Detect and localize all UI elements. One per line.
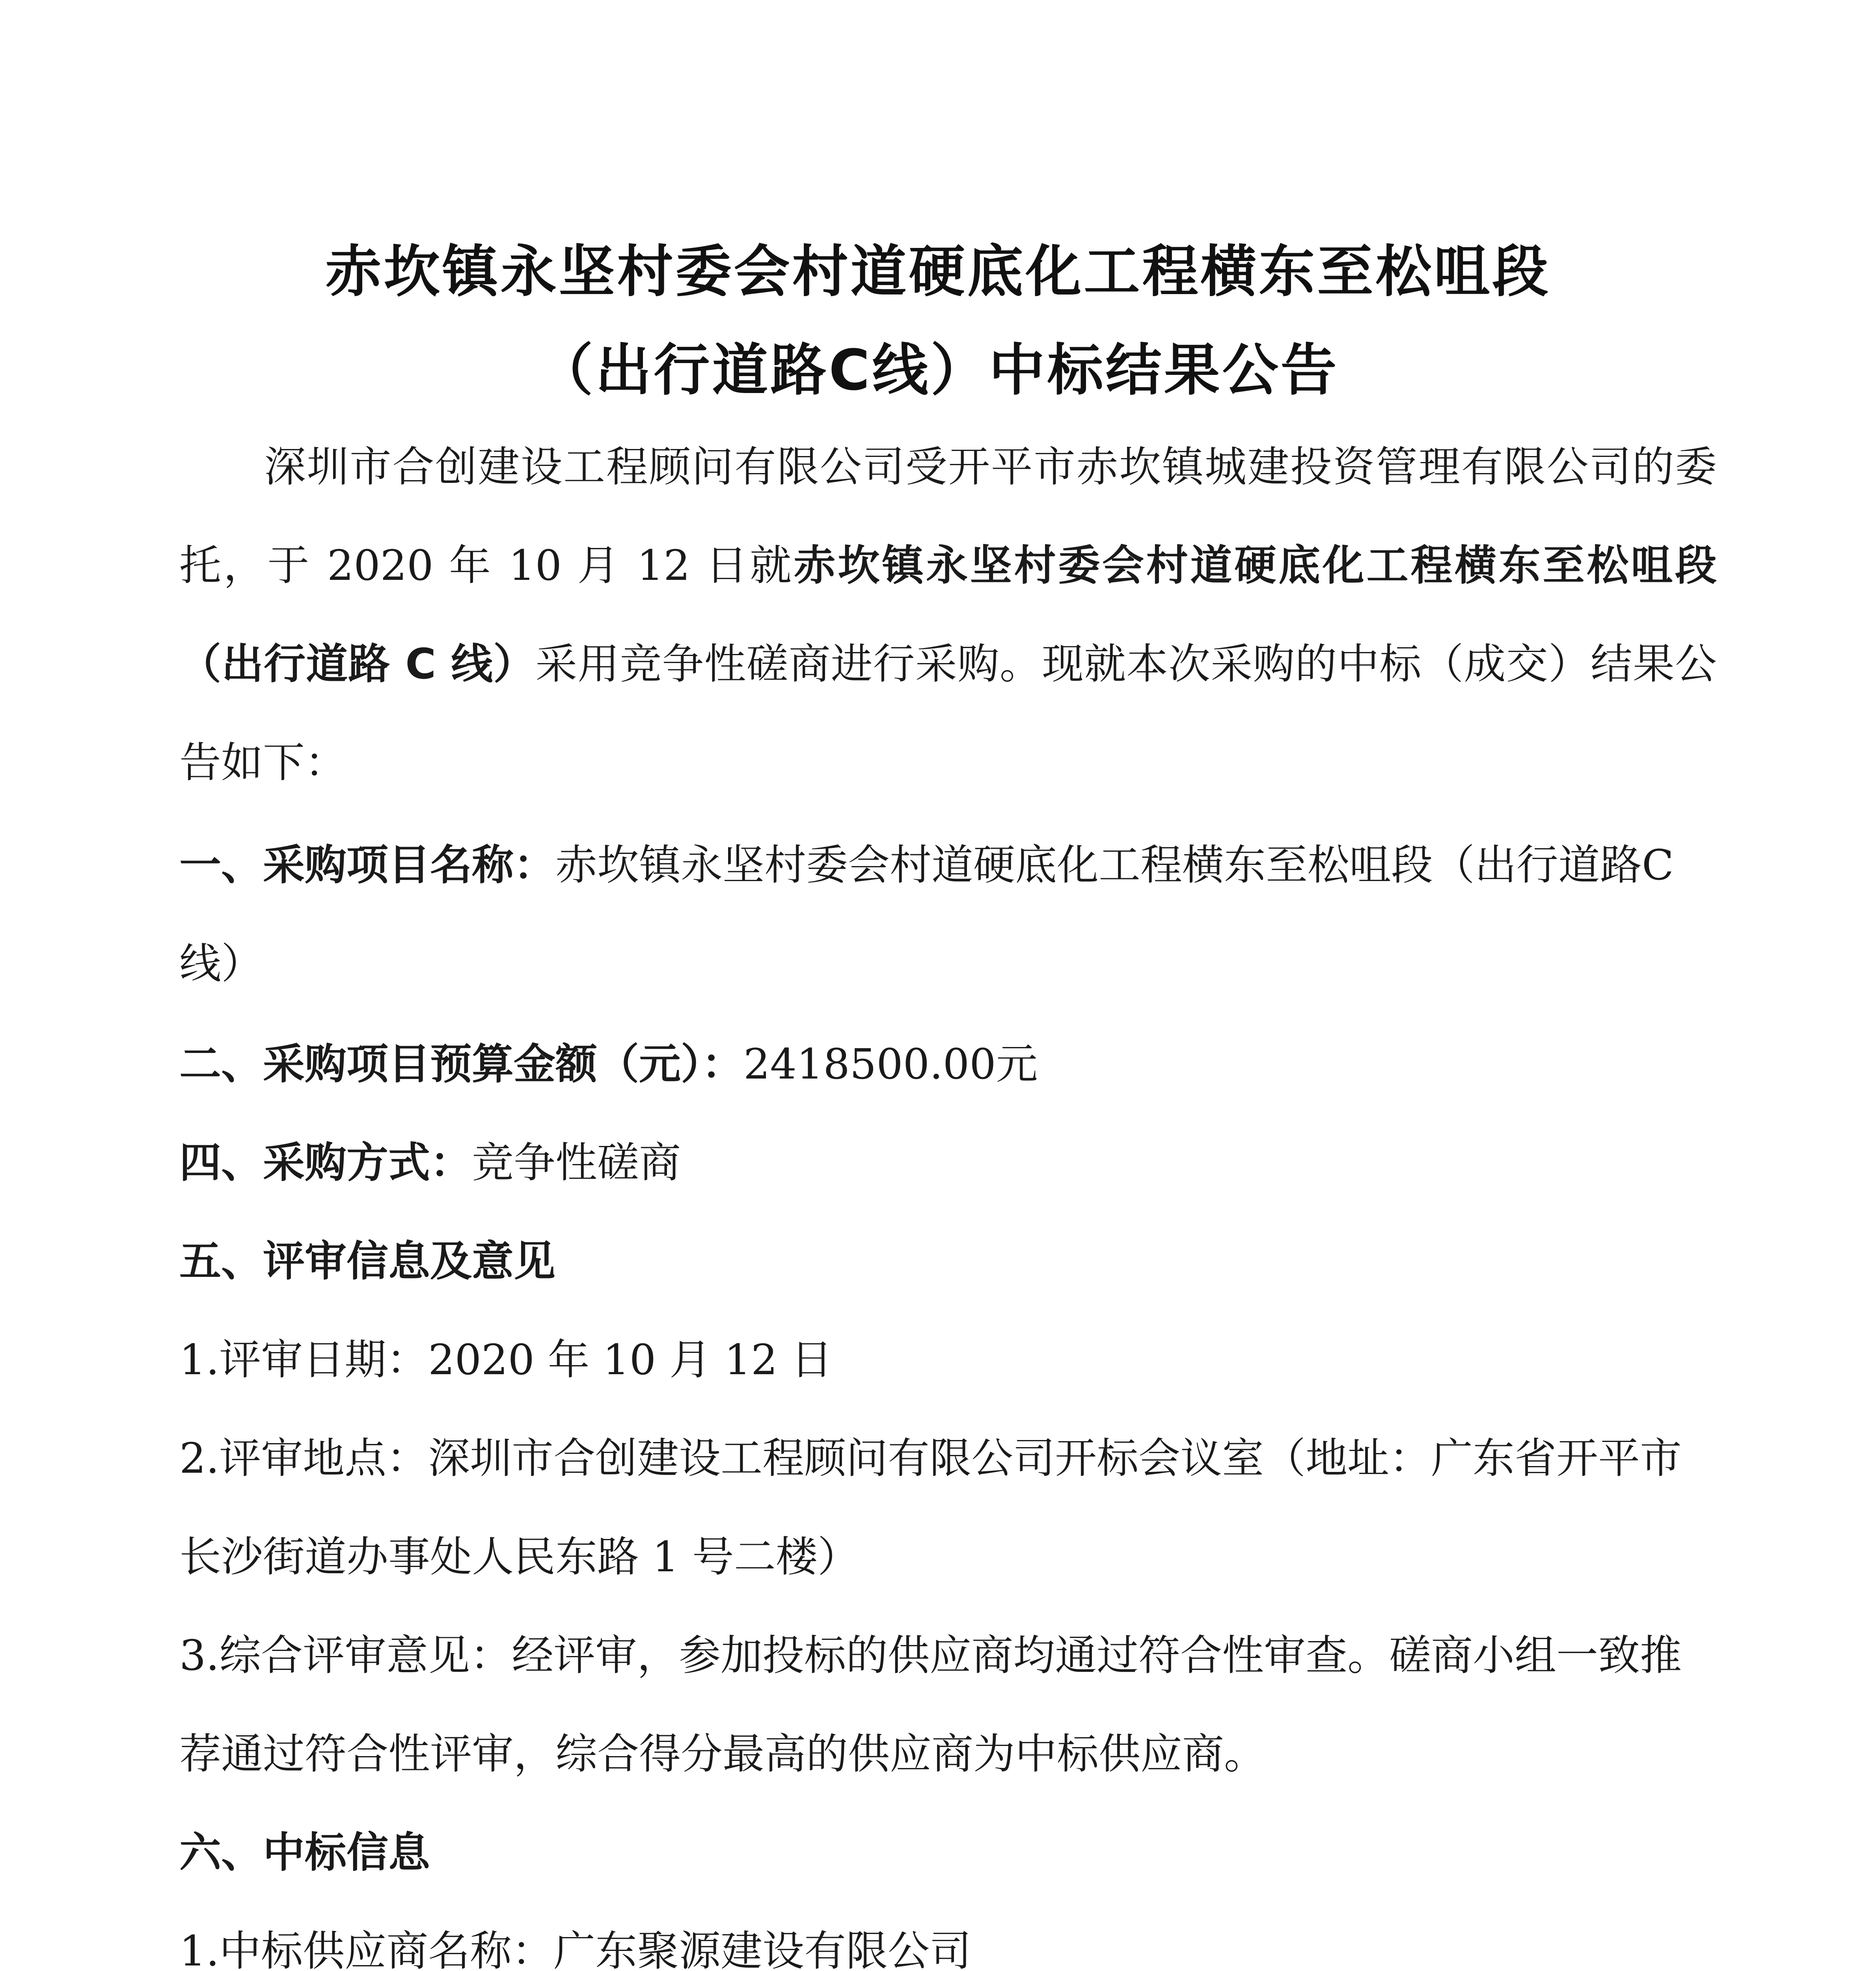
- intro-paragraph: [179, 418, 1717, 812]
- section-4-value: 竞争性磋商: [472, 1138, 681, 1187]
- section-5-heading: 五、评审信息及意见: [179, 1237, 555, 1285]
- document-title-line-1: 赤坎镇永坚村委会村道硬底化工程横东至松咀段: [325, 239, 1551, 304]
- document-title-line-2: （出行道路C线）中标结果公告: [537, 338, 1339, 403]
- intro-text-1: 深圳市合创建设工程顾问有限公司受开平市赤坎镇城建投资管理有限公司的委托，于 2020 年 10 月 12 日就: [179, 443, 1717, 590]
- section-1-value: 赤坎镇永坚村委会村道硬底化工程横东至松咀段（出行道路C线）: [179, 841, 1674, 988]
- section-1-project-name: [179, 816, 1717, 1013]
- section-6-item-1: 1.中标供应商名称：广东聚源建设有限公司: [179, 1927, 972, 1971]
- section-5-item-1: 1.评审日期：2020 年 10 月 12 日: [179, 1336, 833, 1384]
- section-2-value: 2418500.00元: [743, 1040, 1038, 1088]
- intro-text-2: 采用竞争性磋商进行采购。现就本次采购的中标（成交）结果公告如下：: [179, 640, 1717, 787]
- section-4-label: 四、采购方式：: [179, 1138, 472, 1187]
- section-1-label: 一、采购项目名称：: [179, 841, 555, 889]
- section-5-item-3: 3.综合评审意见：经评审，参加投标的供应商均通过符合性审查。磋商小组一致推荐通过符合性评审，综合得分最高的供应商为中标供应商。: [179, 1631, 1682, 1778]
- section-6-heading: 六、中标信息: [179, 1828, 430, 1877]
- section-2-budget: [179, 1015, 1717, 1114]
- intro-project-name: 赤坎镇永坚村委会村道硬底化工程横东至松咀段（出行道路 C 线）: [179, 541, 1717, 688]
- section-5-item-2: 2.评审地点：深圳市合创建设工程顾问有限公司开标会议室（地址：广东省开平市长沙街道办事处人民东路 1 号二楼）: [179, 1434, 1682, 1581]
- section-2-label: 二、采购项目预算金额（元）：: [179, 1040, 743, 1088]
- section-4-method: [179, 1114, 1717, 1212]
